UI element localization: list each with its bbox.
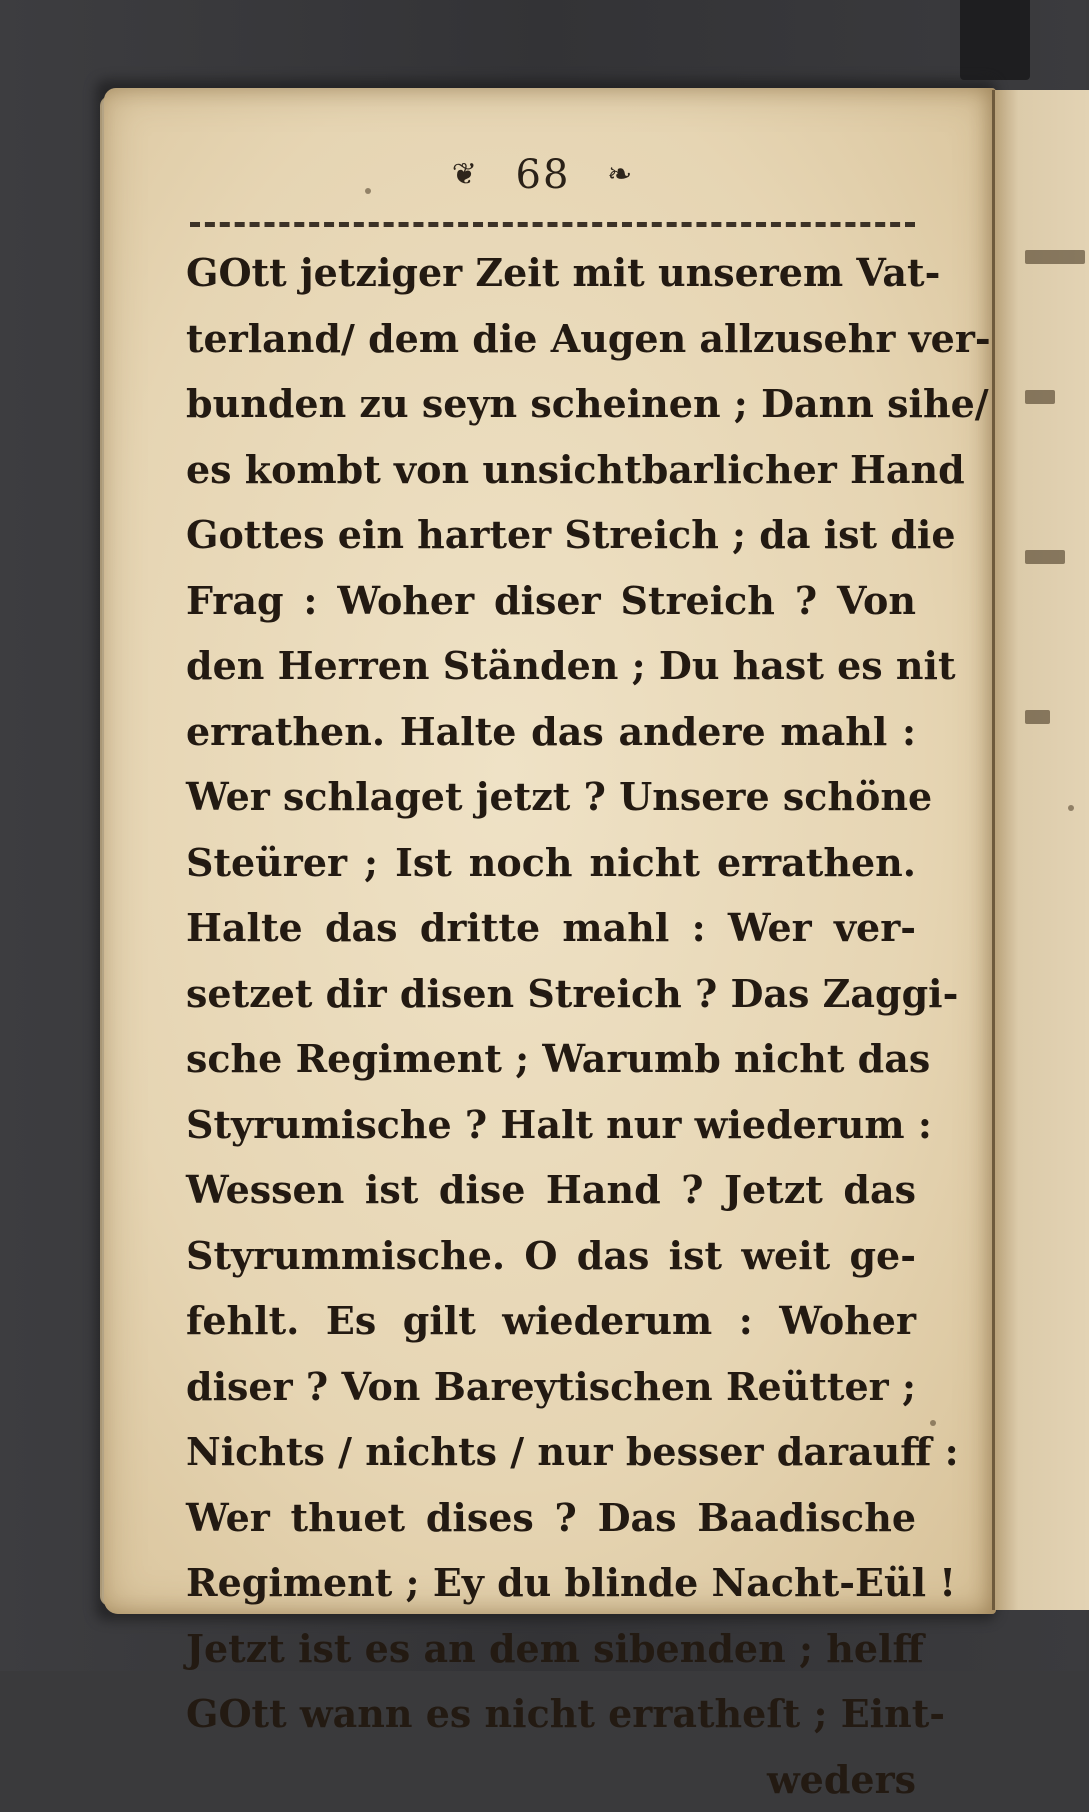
text-line: Halte das dritte mahl : Wer ver- xyxy=(186,895,916,961)
text-line: es kombt von unsichtbarlicher Hand xyxy=(186,437,916,503)
text-line: GOtt jetziger Zeit mit unserem Vat- xyxy=(186,240,916,306)
catchword: weders xyxy=(186,1747,916,1812)
text-line: den Herren Ständen ; Du hast es nit xyxy=(186,633,916,699)
facing-page-text-fragment xyxy=(1025,390,1055,404)
text-line: bunden zu seyn scheinen ; Dann sihe/ xyxy=(186,371,916,437)
header-rule xyxy=(190,222,915,227)
text-line: terland/ dem die Augen allzusehr ver- xyxy=(186,306,916,372)
facing-page-text-fragment xyxy=(1025,550,1065,564)
text-line: Wessen ist dise Hand ? Jetzt das xyxy=(186,1157,916,1223)
text-line: Jetzt ist es an dem sibenden ; helff xyxy=(186,1616,916,1682)
facing-page-edge xyxy=(992,90,1089,1610)
text-line: errathen. Halte das andere mahl : xyxy=(186,699,916,765)
text-line: Regiment ; Ey du blinde Nacht-Eül ! xyxy=(186,1550,916,1616)
page-header xyxy=(0,152,1086,198)
page-number: 68 xyxy=(516,152,571,198)
facing-page-text-fragment xyxy=(1025,710,1050,724)
ornament-right-icon: ❧ xyxy=(607,157,634,192)
paper-speck xyxy=(930,1420,936,1426)
text-line: setzet dir disen Streich ? Das Zaggi- xyxy=(186,961,916,1027)
ornament-left-icon: ❦ xyxy=(452,157,479,192)
text-line: Gottes ein harter Streich ; da ist die xyxy=(186,502,916,568)
text-line: Nichts / nichts / nur besser darauff : xyxy=(186,1419,916,1485)
book-spine xyxy=(960,0,1030,80)
text-line: Wer thuet dises ? Das Baadische xyxy=(186,1485,916,1551)
text-line: fehlt. Es gilt wiederum : Woher xyxy=(186,1288,916,1354)
text-line: Styrumische ? Halt nur wiederum : xyxy=(186,1092,916,1158)
text-line: GOtt wann es nicht erratheſt ; Eint- xyxy=(186,1681,916,1747)
text-line: diser ? Von Bareytischen Reütter ; xyxy=(186,1354,916,1420)
paper-speck xyxy=(1068,805,1074,811)
body-text xyxy=(186,240,916,1812)
text-line: Steürer ; Ist noch nicht errathen. xyxy=(186,830,916,896)
paper-speck xyxy=(365,188,371,194)
facing-page-text-fragment xyxy=(1025,250,1085,264)
text-line: sche Regiment ; Warumb nicht das xyxy=(186,1026,916,1092)
text-line: Wer schlaget jetzt ? Unsere schöne xyxy=(186,764,916,830)
text-line: Styrummische. O das ist weit ge- xyxy=(186,1223,916,1289)
text-line: Frag : Woher diser Streich ? Von xyxy=(186,568,916,634)
